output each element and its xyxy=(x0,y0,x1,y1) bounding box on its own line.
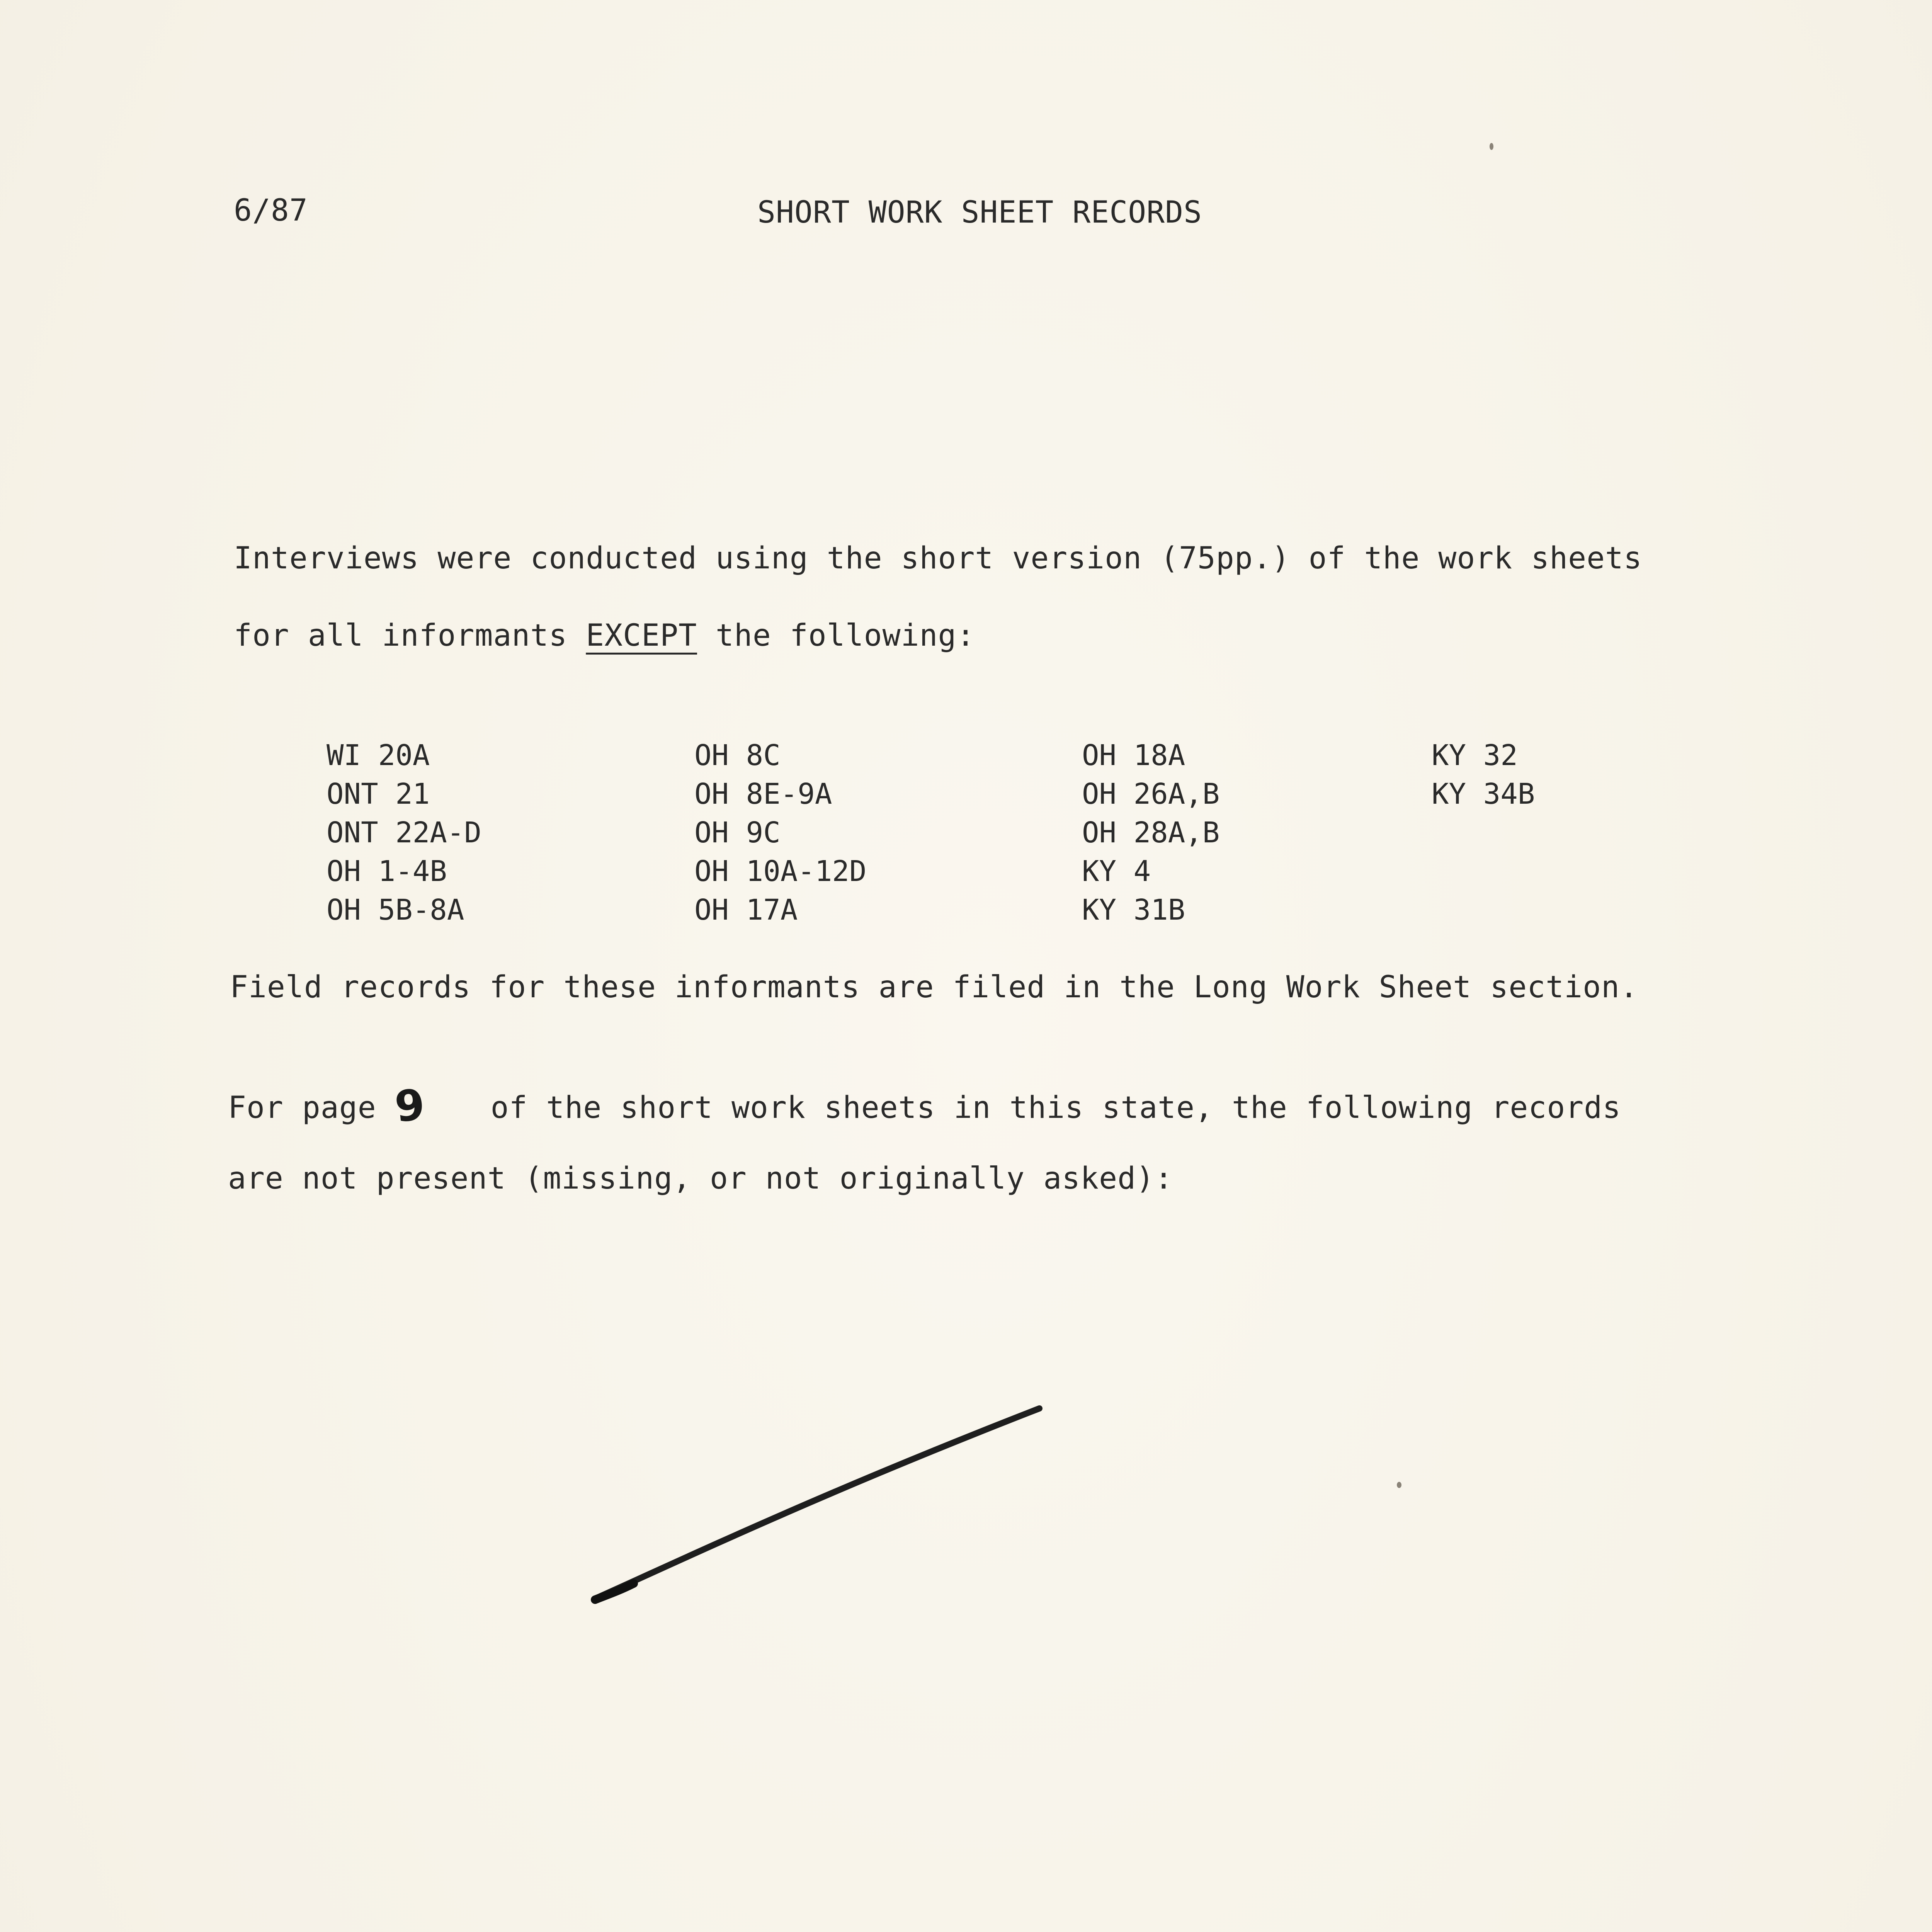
missing-records-line-1 xyxy=(228,1079,1621,1132)
informant-column-3 xyxy=(1082,736,1219,929)
informant-column-2 xyxy=(694,736,867,929)
informant-code: OH 1-4B xyxy=(327,855,447,888)
informant-column-4 xyxy=(1432,736,1535,813)
intro-line-1: Interviews were conducted using the short version (75pp.) of the work sheets xyxy=(234,541,1642,576)
informant-code: KY 31B xyxy=(1082,893,1185,927)
paper-speck xyxy=(1397,1482,1401,1488)
informant-code: OH 8E-9A xyxy=(694,777,832,811)
informant-code: OH 18A xyxy=(1082,739,1185,772)
document-title: SHORT WORK SHEET RECORDS xyxy=(757,195,1202,230)
informant-code: WI 20A xyxy=(327,739,430,772)
informant-code: OH 8C xyxy=(694,739,781,772)
informant-code: OH 17A xyxy=(694,893,798,927)
informant-column-1 xyxy=(327,736,481,929)
informant-code: ONT 22A-D xyxy=(327,816,481,849)
field-records-note: Field records for these informants are filed in the Long Work Sheet section. xyxy=(230,970,1638,1005)
missing-suffix: of the short work sheets in this state, the following records xyxy=(472,1090,1621,1125)
intro-line-2-prefix: for all informants xyxy=(234,618,586,653)
informant-code: OH 10A-12D xyxy=(694,855,867,888)
informant-code: OH 5B-8A xyxy=(327,893,464,927)
informant-code: KY 34B xyxy=(1432,777,1535,811)
missing-prefix: For page xyxy=(228,1090,395,1125)
intro-line-2-suffix: the following: xyxy=(697,618,975,653)
informant-code: KY 32 xyxy=(1432,739,1518,772)
missing-records-line-2: are not present (missing, or not originally asked): xyxy=(228,1161,1173,1196)
handwritten-page-number: 9 xyxy=(392,1079,428,1132)
informant-code: ONT 21 xyxy=(327,777,430,811)
informant-code: KY 4 xyxy=(1082,855,1151,888)
paper-speck xyxy=(1490,143,1493,150)
informant-code: OH 26A,B xyxy=(1082,777,1220,811)
document-date: 6/87 xyxy=(234,193,308,228)
intro-line-2 xyxy=(234,618,975,653)
except-emphasis: EXCEPT xyxy=(586,618,697,653)
informant-code: OH 9C xyxy=(694,816,781,849)
informant-code: OH 28A,B xyxy=(1082,816,1220,849)
